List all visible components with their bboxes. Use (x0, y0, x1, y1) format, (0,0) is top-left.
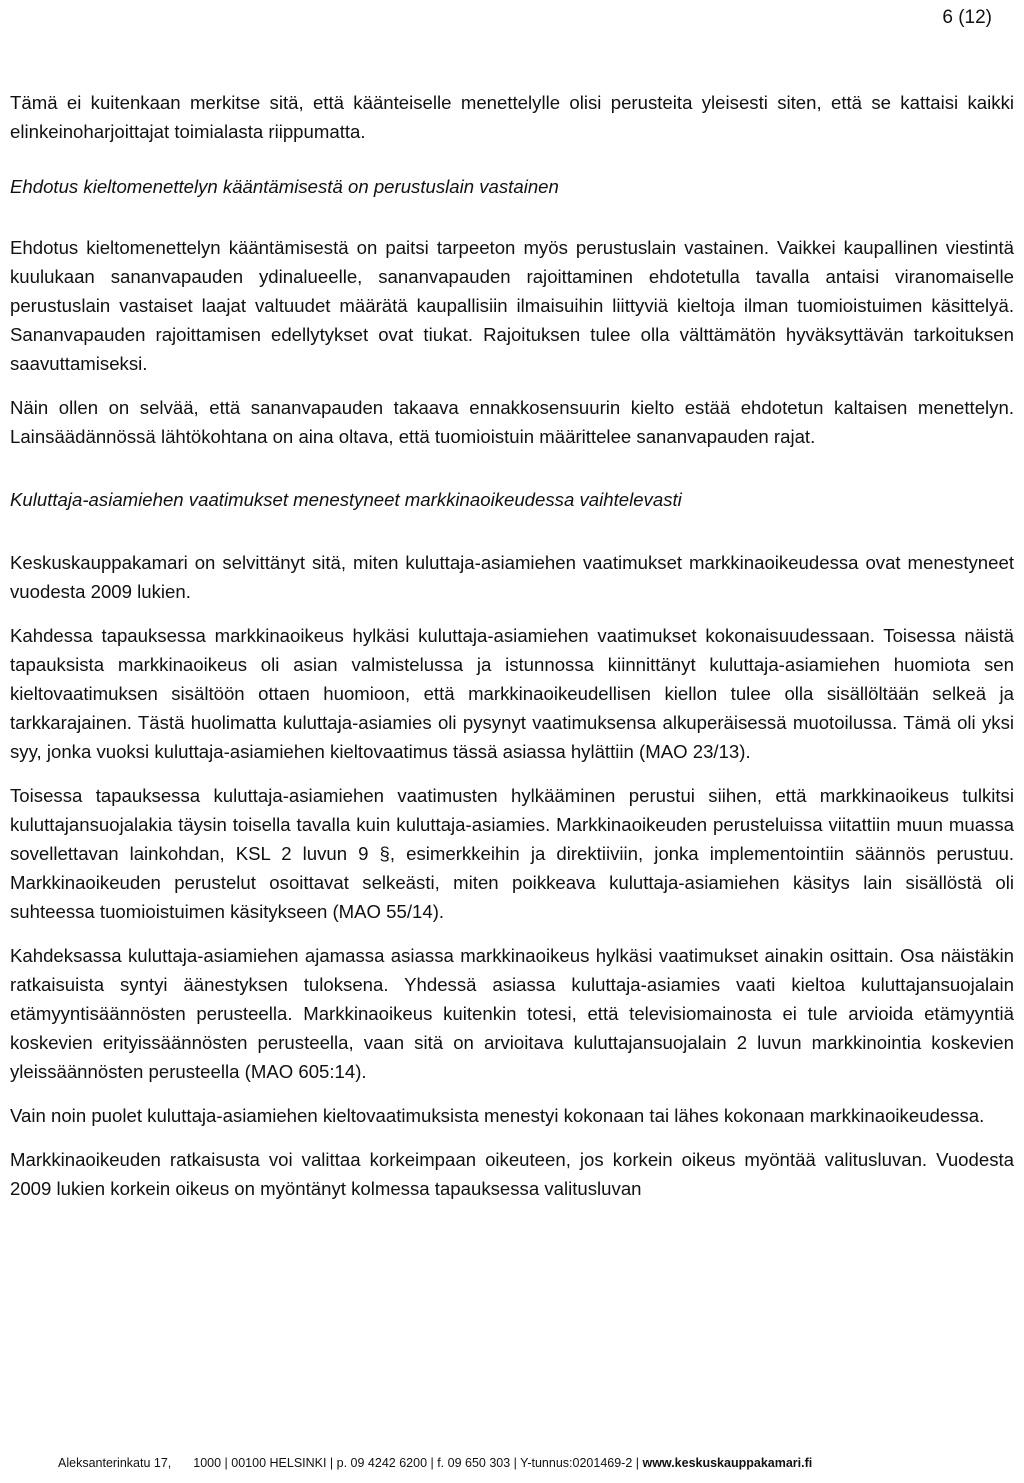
body-paragraph: Toisessa tapauksessa kuluttaja-asiamiehen vaatimusten hylkääminen perustui siihen, että markkinaoikeus tulkitsi kuluttajansuojalakia täysin toisella tavalla kuin kuluttaja-asiamies. Markkinaoikeuden perusteluissa viitattiin muun muassa sovellettavan lainkohdan, KSL 2 luvun 9 §, esimerkkeihin ja direktiiviin, jonka implementointiin säännös perustuu. Markkinaoikeuden perustelut osoittavat selkeästi, miten poikkeava kuluttaja-asiamiehen käsitys lain sisällöstä oli suhteessa tuomioistuimen käsitykseen (MAO 55/14). (10, 785, 1014, 922)
body-paragraph: Kahdeksassa kuluttaja-asiamiehen ajamassa asiassa markkinaoikeus hylkäsi vaatimukset ainakin osittain. Osa näistäkin ratkaisuista syntyi äänestyksen tuloksena. Yhdessä asiassa kuluttaja-asiamies vaati kieltoa kuluttajansuojalain etämyyntisäännösten perusteella. Markkinaoikeus kuitenkin totesi, että televisiomainosta ei tule arvioida etämyyntiä koskevien erityissäännösten perusteella, vaan sitä on arvioitava kuluttajansuojalain 2 luvun markkinointia koskevien yleissäännösten perusteella (MAO 605:14). (10, 945, 1014, 1082)
body-paragraph: Näin ollen on selvää, että sananvapauden takaava ennakkosensuurin kielto estää ehdotetun kaltaisen menettelyn. Lainsäädännössä lähtökohtana on aina oltava, että tuomioistuin määrittelee sananvapauden rajat. (10, 397, 1014, 447)
section-heading: Ehdotus kieltomenettelyn kääntämisestä on perustuslain vastainen (10, 176, 559, 197)
section-heading: Kuluttaja-asiamiehen vaatimukset menestyneet markkinaoikeudessa vaihtelevasti (10, 489, 682, 510)
body-paragraph: Ehdotus kieltomenettelyn kääntämisestä on paitsi tarpeeton myös perustuslain vastainen. Vaikkei kaupallinen viestintä kuulukaan sananvapauden ydinalueelle, sananvapauden rajoittaminen ehdotetulla tavalla antaisi viranomaiselle perustuslain vastaiset laajat valtuudet määrätä kaupallisiin ilmaisuihin liittyviä kieltoja ilman tuomioistuimen käsittelyä. Sananvapauden rajoittamisen edellytykset ovat tiukat. Rajoituksen tulee olla välttämätön hyväksyttävän tarkoituksen saavuttamiseksi. (10, 237, 1014, 374)
body-paragraph: Tämä ei kuitenkaan merkitse sitä, että käänteiselle menettelylle olisi perusteita yleisesti siten, että se kattaisi kaikki elinkeinoharjoittajat toimialasta riippumatta. (10, 92, 1014, 142)
body-paragraph: Keskuskauppakamari on selvittänyt sitä, miten kuluttaja-asiamiehen vaatimukset markkinaoikeudessa ovat menestyneet vuodesta 2009 lukien. (10, 552, 1014, 602)
page-footer (58, 1456, 812, 1470)
footer-website-link[interactable]: www.keskuskauppakamari.fi (642, 1456, 813, 1470)
body-paragraph: Vain noin puolet kuluttaja-asiamiehen kieltovaatimuksista menestyi kokonaan tai lähes kokonaan markkinaoikeudessa. (10, 1105, 985, 1126)
footer-address: Aleksanterinkatu 17, (58, 1456, 172, 1470)
footer-contact-details: 1000 | 00100 HELSINKI | p. 09 4242 6200 | f. 09 650 303 | Y-tunnus:0201469-2 | (193, 1456, 643, 1470)
body-paragraph: Kahdessa tapauksessa markkinaoikeus hylkäsi kuluttaja-asiamiehen vaatimukset kokonaisuudessaan. Toisessa näistä tapauksista markkinaoikeus oli asian valmistelussa ja istunnossa kiinnittänyt kuluttaja-asiamiehen huomiota sen kieltovaatimuksen sisältöön ottaen huomioon, että markkinaoikeudellisen kiellon tulee olla sisällöltään selkeä ja tarkkarajainen. Tästä huolimatta kuluttaja-asiamies oli pysynyt vaatimuksensa alkuperäisessä muotoilussa. Tämä oli yksi syy, jonka vuoksi kuluttaja-asiamiehen kieltovaatimus tässä asiassa hylättiin (MAO 23/13). (10, 625, 1014, 762)
document-body (10, 88, 1014, 1218)
page-number: 6 (12) (942, 7, 992, 28)
body-paragraph: Markkinaoikeuden ratkaisusta voi valittaa korkeimpaan oikeuteen, jos korkein oikeus myöntää valitusluvan. Vuodesta 2009 lukien korkein oikeus on myöntänyt kolmessa tapauksessa valitusluvan (10, 1149, 1014, 1199)
